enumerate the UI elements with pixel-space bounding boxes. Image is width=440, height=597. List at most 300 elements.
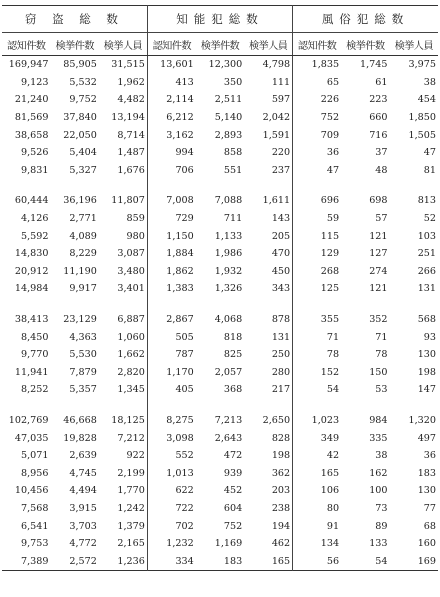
- table-cell: 2,820: [99, 364, 147, 382]
- table-cell: 1,505: [408, 129, 436, 141]
- table-cell: 7,389: [20, 555, 49, 567]
- table-cell: 3,098: [166, 432, 194, 444]
- table-cell: 9,831: [20, 164, 49, 176]
- table-cell: 217: [244, 381, 292, 399]
- table-cell: 61: [375, 76, 388, 88]
- table-cell: 38,413: [14, 314, 49, 326]
- table-cell: 698: [369, 195, 388, 207]
- table-cell: 37,840: [63, 112, 97, 124]
- table-cell: 13,194: [99, 109, 147, 127]
- table-cell: 980: [99, 227, 147, 245]
- spacer-cell: [99, 399, 147, 412]
- table-cell: 11,807: [99, 192, 147, 210]
- section-spacer: [2, 399, 438, 412]
- table-cell: 6,887: [99, 311, 147, 329]
- table-cell: 2,643: [214, 432, 243, 444]
- table-row: [2, 210, 438, 228]
- table-cell: 2,114: [166, 94, 194, 106]
- table-cell: 5,592: [20, 230, 49, 242]
- section-total-row: [2, 311, 438, 329]
- table-row: [2, 263, 438, 281]
- table-cell: 1,169: [214, 538, 243, 550]
- table-cell: 103: [417, 230, 436, 242]
- table-cell: 1,676: [99, 162, 147, 180]
- table-cell: 2,639: [69, 450, 97, 462]
- table-cell: 5,532: [69, 76, 97, 88]
- column-header-cleared-cases: 検挙件数: [196, 33, 244, 56]
- table-cell: 36,196: [63, 195, 97, 207]
- table-cell: 274: [369, 265, 388, 277]
- table-cell: 183: [417, 467, 436, 479]
- table-cell: 3,480: [99, 263, 147, 281]
- table-cell: 1,662: [99, 346, 147, 364]
- table-row: [2, 227, 438, 245]
- table-cell: 31,515: [99, 56, 147, 74]
- spacer-cell: [196, 179, 244, 192]
- table-cell: 1,013: [166, 467, 194, 479]
- table-cell: 162: [369, 467, 388, 479]
- table-cell: 5,357: [69, 384, 97, 396]
- table-cell: 53: [375, 384, 388, 396]
- spacer-cell: [244, 399, 292, 412]
- table-cell: 73: [375, 502, 388, 514]
- table-cell: 280: [244, 364, 292, 382]
- table-cell: 711: [223, 213, 243, 225]
- table-cell: 1,745: [360, 59, 388, 71]
- group-header-moral-crime-total: 風俗犯総数: [293, 6, 438, 33]
- table-cell: 125: [320, 283, 340, 295]
- table-cell: 1,850: [408, 112, 436, 124]
- table-cell: 497: [417, 432, 436, 444]
- table-cell: 130: [417, 485, 436, 497]
- table-cell: 4,494: [69, 485, 97, 497]
- table-cell: 2,199: [99, 464, 147, 482]
- table-cell: 3,162: [166, 129, 194, 141]
- table-cell: 813: [417, 195, 436, 207]
- table-row: [2, 162, 438, 180]
- table-cell: 551: [223, 164, 243, 176]
- table-cell: 152: [320, 366, 340, 378]
- table-cell: 1,345: [99, 381, 147, 399]
- table-cell: 1,326: [214, 283, 243, 295]
- table-cell: 568: [417, 314, 436, 326]
- table-cell: 160: [417, 538, 436, 550]
- spacer-cell: [50, 179, 98, 192]
- table-cell: 1,835: [311, 59, 340, 71]
- table-cell: 3,401: [99, 280, 147, 298]
- table-cell: 413: [175, 76, 194, 88]
- table-cell: 9,753: [20, 538, 49, 550]
- table-cell: 165: [244, 552, 292, 570]
- table-cell: 47: [326, 164, 340, 176]
- table-cell: 250: [244, 346, 292, 364]
- table-cell: 454: [417, 94, 436, 106]
- table-cell: 4,798: [244, 56, 292, 74]
- group-header-intellectual-crime-total: 知能犯総数: [147, 6, 292, 33]
- table-cell: 2,165: [99, 535, 147, 553]
- table-row: [2, 280, 438, 298]
- table-cell: 71: [326, 331, 340, 343]
- table-cell: 4,126: [20, 213, 49, 225]
- table-cell: 57: [375, 213, 388, 225]
- table-cell: 9,752: [69, 94, 97, 106]
- table-cell: 238: [244, 500, 292, 518]
- table-cell: 131: [244, 328, 292, 346]
- table-cell: 81,569: [14, 112, 49, 124]
- table-cell: 709: [320, 129, 340, 141]
- table-cell: 722: [175, 502, 194, 514]
- table-row: [2, 328, 438, 346]
- spacer-cell: [2, 298, 50, 311]
- spacer-cell: [2, 179, 50, 192]
- table-cell: 56: [326, 555, 340, 567]
- table-cell: 696: [320, 195, 340, 207]
- table-cell: 7,008: [166, 195, 194, 207]
- table-cell: 2,771: [69, 213, 97, 225]
- table-body: [2, 56, 438, 571]
- table-cell: 1,862: [166, 265, 194, 277]
- table-row: [2, 245, 438, 263]
- table-cell: 450: [244, 263, 292, 281]
- table-cell: 4,745: [69, 467, 97, 479]
- table-cell: 1,133: [214, 230, 243, 242]
- table-cell: 22,050: [63, 129, 97, 141]
- table-cell: 350: [223, 76, 243, 88]
- table-cell: 6,541: [20, 520, 49, 532]
- table-cell: 7,568: [20, 502, 49, 514]
- section-total-row: [2, 192, 438, 210]
- table-cell: 165: [320, 467, 340, 479]
- section-total-row: [2, 412, 438, 430]
- table-row: [2, 364, 438, 382]
- table-cell: 2,650: [244, 412, 292, 430]
- spacer-cell: [196, 399, 244, 412]
- table-cell: 80: [326, 502, 340, 514]
- table-cell: 169,947: [8, 59, 49, 71]
- table-cell: 203: [244, 482, 292, 500]
- table-cell: 14,830: [14, 248, 49, 260]
- table-cell: 716: [369, 129, 388, 141]
- table-cell: 78: [375, 349, 388, 361]
- table-cell: 5,404: [69, 147, 97, 159]
- table-cell: 36: [326, 147, 340, 159]
- table-cell: 19,828: [63, 432, 97, 444]
- table-row: [2, 346, 438, 364]
- table-cell: 100: [369, 485, 388, 497]
- table-cell: 150: [369, 366, 388, 378]
- table-cell: 115: [320, 230, 340, 242]
- table-cell: 54: [375, 555, 388, 567]
- table-cell: 787: [175, 349, 194, 361]
- column-header-cleared-cases: 検挙件数: [50, 33, 98, 56]
- table-cell: 106: [320, 485, 340, 497]
- table-cell: 89: [375, 520, 388, 532]
- table-row: [2, 500, 438, 518]
- table-cell: 622: [175, 485, 194, 497]
- table-cell: 13,601: [160, 59, 194, 71]
- table-cell: 4,482: [99, 91, 147, 109]
- table-cell: 2,572: [69, 555, 97, 567]
- spacer-cell: [293, 399, 341, 412]
- table-cell: 91: [326, 520, 340, 532]
- table-cell: 3,703: [69, 520, 97, 532]
- spacer-cell: [99, 179, 147, 192]
- table-cell: 133: [369, 538, 388, 550]
- table-cell: 335: [369, 432, 388, 444]
- table-cell: 11,941: [14, 366, 49, 378]
- table-cell: 194: [244, 517, 292, 535]
- table-cell: 2,042: [244, 109, 292, 127]
- table-cell: 78: [326, 349, 340, 361]
- column-header-recognized-cases: 認知件数: [2, 33, 50, 56]
- table-row: [2, 482, 438, 500]
- table-cell: 102,769: [8, 414, 49, 426]
- table-cell: 1,170: [166, 366, 194, 378]
- table-cell: 752: [223, 520, 243, 532]
- table-cell: 60,444: [14, 195, 49, 207]
- table-cell: 2,867: [166, 314, 194, 326]
- table-cell: 1,379: [99, 517, 147, 535]
- table-cell: 183: [223, 555, 243, 567]
- table-cell: 8,229: [69, 248, 97, 260]
- table-cell: 169: [417, 555, 436, 567]
- table-cell: 752: [320, 112, 340, 124]
- table-cell: 198: [417, 366, 436, 378]
- column-header-recognized-cases: 認知件数: [147, 33, 195, 56]
- table-cell: 5,071: [20, 450, 49, 462]
- table-cell: 1,986: [214, 248, 243, 260]
- table-cell: 47,035: [14, 432, 49, 444]
- spacer-cell: [293, 179, 341, 192]
- table-cell: 1,236: [99, 552, 147, 570]
- table-cell: 922: [99, 447, 147, 465]
- table-cell: 702: [175, 520, 194, 532]
- table-cell: 343: [244, 280, 292, 298]
- spacer-cell: [341, 179, 389, 192]
- table-cell: 9,770: [20, 349, 49, 361]
- table-cell: 36: [423, 450, 436, 462]
- table-row: [2, 109, 438, 127]
- table-cell: 38: [375, 450, 388, 462]
- table-cell: 604: [223, 502, 243, 514]
- table-cell: 68: [423, 520, 436, 532]
- spacer-cell: [147, 399, 195, 412]
- table-cell: 1,591: [244, 126, 292, 144]
- table-cell: 9,526: [20, 147, 49, 159]
- table-cell: 10,456: [14, 485, 49, 497]
- table-cell: 939: [223, 467, 243, 479]
- table-cell: 1,962: [99, 74, 147, 92]
- table-cell: 994: [175, 147, 194, 159]
- table-cell: 18,125: [99, 412, 147, 430]
- table-cell: 828: [244, 429, 292, 447]
- table-cell: 81: [423, 164, 436, 176]
- table-cell: 223: [369, 94, 388, 106]
- section-total-row: [2, 56, 438, 74]
- table-cell: 1,232: [166, 538, 194, 550]
- column-header-arrested-persons: 検挙人員: [244, 33, 292, 56]
- table-cell: 47: [423, 147, 436, 159]
- table-cell: 1,611: [244, 192, 292, 210]
- table-cell: 2,511: [214, 94, 243, 106]
- group-header-row: [2, 6, 438, 33]
- column-header-arrested-persons: 検挙人員: [390, 33, 439, 56]
- spacer-cell: [147, 298, 195, 311]
- spacer-cell: [50, 298, 98, 311]
- table-cell: 352: [369, 314, 388, 326]
- table-cell: 127: [369, 248, 388, 260]
- table-cell: 9,123: [20, 76, 49, 88]
- table-cell: 129: [320, 248, 340, 260]
- column-header-row: [2, 33, 438, 56]
- table-cell: 1,884: [166, 248, 194, 260]
- table-cell: 8,450: [20, 331, 49, 343]
- table-cell: 1,383: [166, 283, 194, 295]
- table-cell: 11,190: [63, 265, 97, 277]
- table-cell: 858: [223, 147, 243, 159]
- table-cell: 42: [326, 450, 340, 462]
- table-cell: 1,023: [311, 414, 340, 426]
- table-cell: 362: [244, 464, 292, 482]
- table-cell: 1,487: [99, 144, 147, 162]
- table-cell: 14,984: [14, 283, 49, 295]
- table-cell: 470: [244, 245, 292, 263]
- table-cell: 21,240: [14, 94, 49, 106]
- table-cell: 205: [244, 227, 292, 245]
- table-cell: 12,300: [208, 59, 243, 71]
- crime-statistics-table: [2, 5, 438, 571]
- table-cell: 147: [417, 384, 436, 396]
- table-cell: 20,912: [14, 265, 49, 277]
- column-header-cleared-cases: 検挙件数: [341, 33, 389, 56]
- table-cell: 7,213: [214, 414, 243, 426]
- table-cell: 4,089: [69, 230, 97, 242]
- table-cell: 237: [244, 162, 292, 180]
- spacer-cell: [147, 179, 195, 192]
- table-cell: 984: [369, 414, 388, 426]
- table-cell: 660: [369, 112, 388, 124]
- spacer-cell: [293, 298, 341, 311]
- table-cell: 462: [244, 535, 292, 553]
- spacer-cell: [390, 179, 439, 192]
- table-row: [2, 535, 438, 553]
- table-cell: 597: [244, 91, 292, 109]
- table-cell: 2,057: [214, 366, 243, 378]
- spacer-cell: [50, 399, 98, 412]
- table-cell: 121: [369, 230, 388, 242]
- table-row: [2, 144, 438, 162]
- table-cell: 226: [320, 94, 340, 106]
- section-spacer: [2, 298, 438, 311]
- table-cell: 111: [244, 74, 292, 92]
- table-cell: 59: [326, 213, 340, 225]
- table-cell: 38,658: [14, 129, 49, 141]
- table-cell: 552: [175, 450, 194, 462]
- table-cell: 1,150: [166, 230, 194, 242]
- table-cell: 85,905: [63, 59, 97, 71]
- table-cell: 23,129: [63, 314, 97, 326]
- spacer-cell: [390, 399, 439, 412]
- table-cell: 6,212: [166, 112, 194, 124]
- column-header-arrested-persons: 検挙人員: [99, 33, 147, 56]
- spacer-cell: [390, 298, 439, 311]
- table-cell: 220: [244, 144, 292, 162]
- table-cell: 46,668: [63, 414, 97, 426]
- spacer-cell: [244, 298, 292, 311]
- table-row: [2, 447, 438, 465]
- table-row: [2, 126, 438, 144]
- spacer-cell: [99, 298, 147, 311]
- table-cell: 54: [326, 384, 340, 396]
- table-cell: 4,772: [69, 538, 97, 550]
- table-cell: 4,068: [214, 314, 243, 326]
- table-cell: 368: [223, 384, 243, 396]
- table-row: [2, 74, 438, 92]
- table-cell: 505: [175, 331, 194, 343]
- table-cell: 121: [369, 283, 388, 295]
- table-cell: 825: [223, 349, 243, 361]
- section-spacer: [2, 179, 438, 192]
- table-cell: 1,770: [99, 482, 147, 500]
- table-cell: 268: [320, 265, 340, 277]
- spacer-cell: [341, 298, 389, 311]
- table-cell: 706: [175, 164, 194, 176]
- table-cell: 3,915: [69, 502, 97, 514]
- table-cell: 4,363: [69, 331, 97, 343]
- table-cell: 3,975: [408, 59, 436, 71]
- table-cell: 5,140: [214, 112, 243, 124]
- table-cell: 729: [175, 213, 194, 225]
- table-row: [2, 464, 438, 482]
- table-cell: 3,087: [99, 245, 147, 263]
- table-cell: 818: [223, 331, 243, 343]
- table-cell: 8,956: [20, 467, 49, 479]
- table-cell: 7,879: [69, 366, 97, 378]
- table-cell: 859: [99, 210, 147, 228]
- table-cell: 65: [326, 76, 340, 88]
- table-cell: 8,275: [166, 414, 194, 426]
- table-cell: 1,932: [214, 265, 243, 277]
- column-header-recognized-cases: 認知件数: [293, 33, 341, 56]
- table-cell: 1,320: [408, 414, 436, 426]
- table-cell: 9,917: [69, 283, 97, 295]
- table-cell: 5,530: [69, 349, 97, 361]
- table-row: [2, 429, 438, 447]
- table-cell: 38: [423, 76, 436, 88]
- table-cell: 8,252: [20, 384, 49, 396]
- spacer-cell: [341, 399, 389, 412]
- table-row: [2, 381, 438, 399]
- table-row: [2, 517, 438, 535]
- table-cell: 134: [320, 538, 340, 550]
- table-cell: 52: [423, 213, 436, 225]
- table-cell: 131: [417, 283, 436, 295]
- table-cell: 266: [417, 265, 436, 277]
- table-cell: 405: [175, 384, 194, 396]
- spacer-cell: [2, 399, 50, 412]
- spacer-cell: [244, 179, 292, 192]
- table-cell: 1,242: [99, 500, 147, 518]
- table-cell: 48: [375, 164, 388, 176]
- table-cell: 8,714: [99, 126, 147, 144]
- table-cell: 7,088: [214, 195, 243, 207]
- table-cell: 1,060: [99, 328, 147, 346]
- table-cell: 251: [417, 248, 436, 260]
- table-cell: 452: [223, 485, 243, 497]
- table-cell: 349: [320, 432, 340, 444]
- table-cell: 7,212: [99, 429, 147, 447]
- table-header: [2, 6, 438, 56]
